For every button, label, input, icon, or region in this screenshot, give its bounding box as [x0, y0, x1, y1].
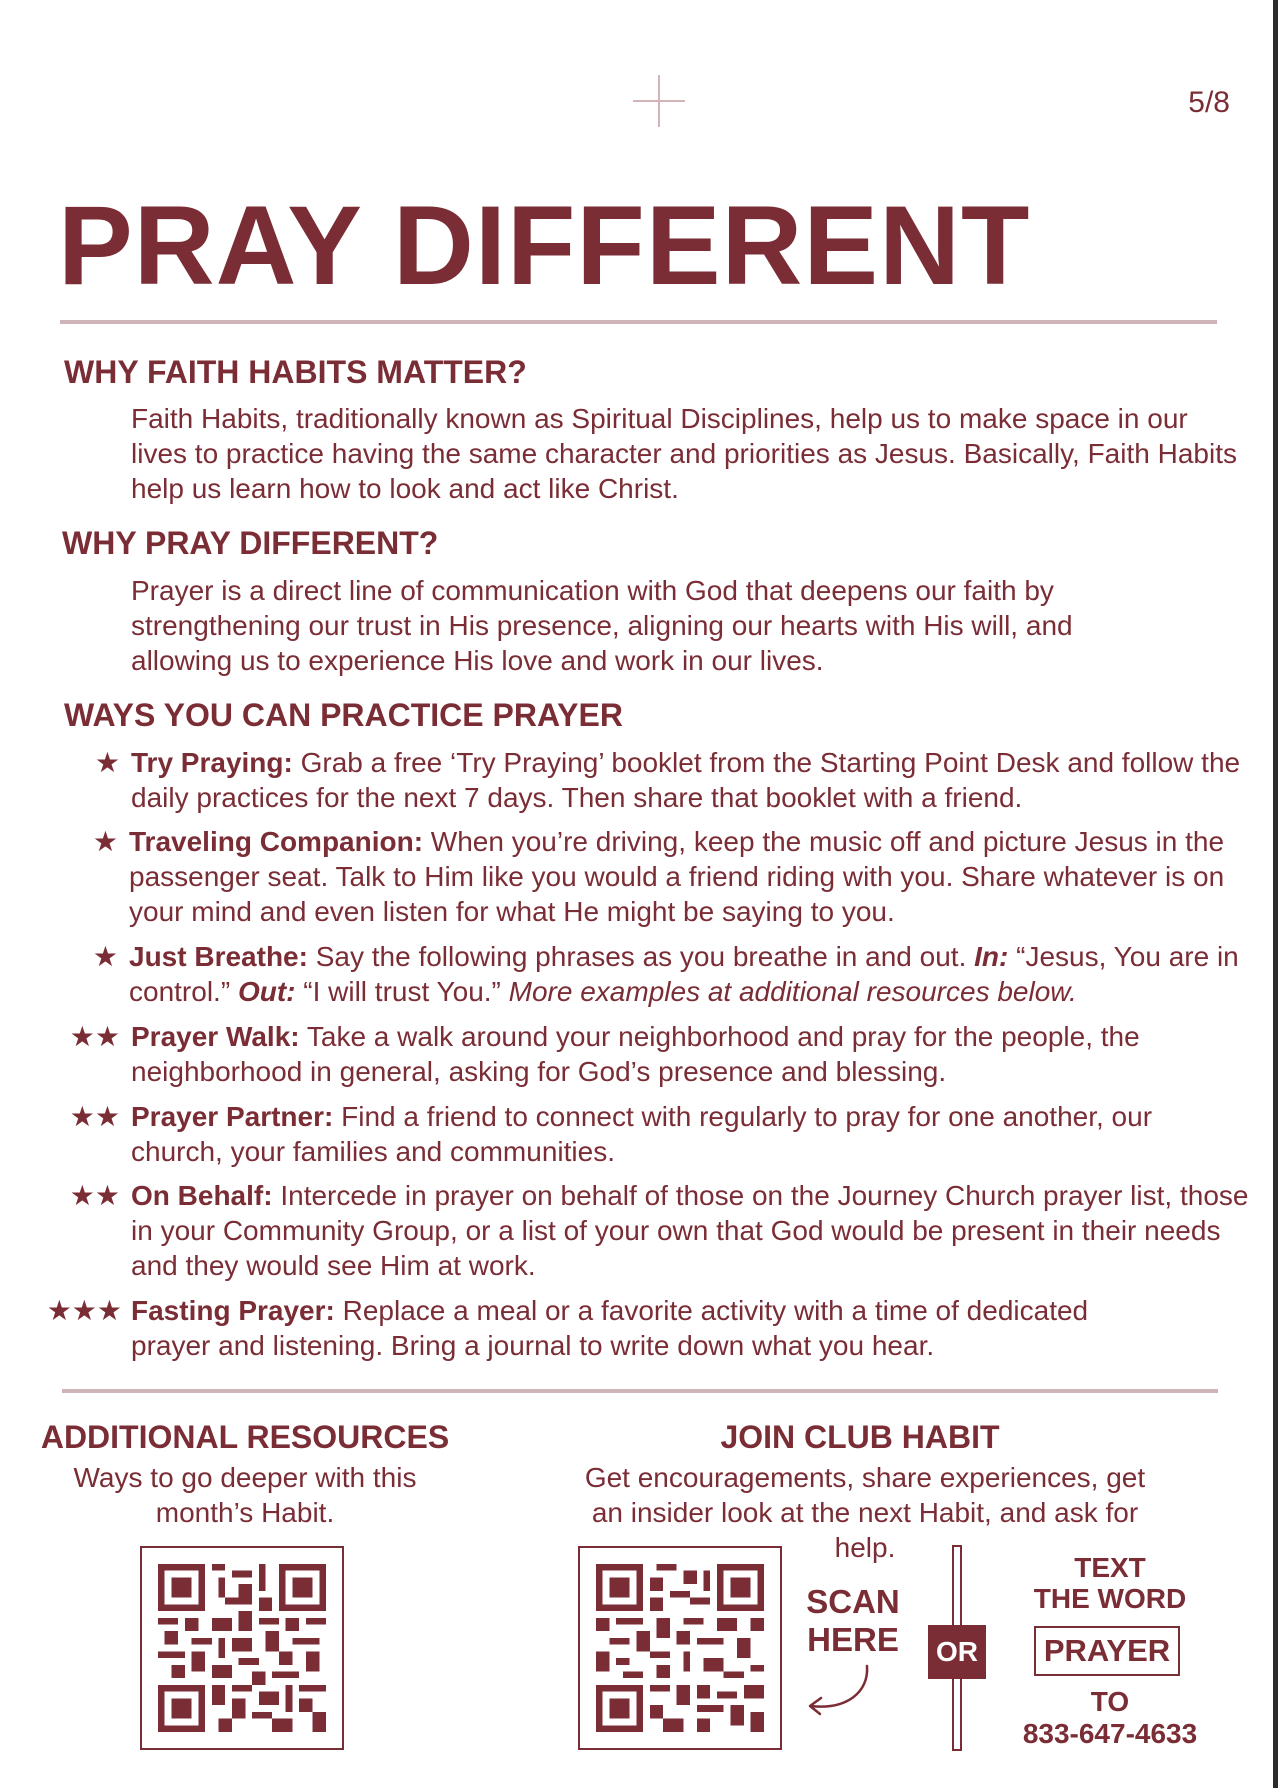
- keyword-box: PRAYER: [1034, 1626, 1180, 1676]
- additional-resources-heading: ADDITIONAL RESOURCES: [40, 1419, 450, 1455]
- item-label: Traveling Companion:: [129, 826, 424, 857]
- qr-code-resources[interactable]: [140, 1546, 344, 1750]
- the-word-label: THE WORD: [1033, 1583, 1187, 1614]
- star-icon: ★: [94, 747, 120, 778]
- ways-heading: WAYS YOU CAN PRACTICE PRAYER: [64, 697, 623, 733]
- or-badge: OR: [928, 1625, 986, 1679]
- curved-arrow-icon: [795, 1660, 875, 1720]
- star-icon: ★★: [69, 1180, 120, 1211]
- why-pray-heading: WHY PRAY DIFFERENT?: [62, 525, 439, 561]
- star-icon: ★★★: [46, 1295, 122, 1326]
- item-text: When you’re driving, keep the music off and picture Jesus in the passenger seat. Talk to Him like you would a friend riding with you. Share whatever is on your mind and even listen for what He might be saying to you.: [129, 826, 1225, 927]
- star-icon: ★★: [69, 1101, 120, 1132]
- star-icon: ★★: [69, 1021, 120, 1052]
- star-icon: ★: [92, 826, 118, 857]
- item-label: Try Praying:: [131, 747, 293, 778]
- text-instruction: [1010, 1552, 1210, 1614]
- club-habit-subtitle: Get encouragements, share experiences, get an insider look at the next Habit, and ask for help.: [584, 1462, 1146, 1563]
- scan-label: SCAN: [806, 1583, 900, 1620]
- out-label: Out:: [237, 976, 296, 1007]
- more-examples-text: More examples at additional resources below.: [508, 976, 1077, 1007]
- item-label: Prayer Partner:: [131, 1101, 334, 1132]
- scan-here-label: [798, 1583, 908, 1659]
- why-habits-text: Faith Habits, traditionally known as Spiritual Disciplines, help us to make space in our lives to practice having the same character and priorities as Jesus. Basically, Faith Habits help us learn how to look and act like Christ.: [131, 403, 1237, 504]
- why-pray-text: Prayer is a direct line of communication with God that deepens our faith by strengthening our trust in His presence, aligning our hearts with His will, and allowing us to experience His love and work in our lives.: [131, 575, 1073, 676]
- page-edge: [1273, 0, 1278, 1788]
- club-habit-heading: JOIN CLUB HABIT: [720, 1419, 1000, 1455]
- item-text: Grab a free ‘Try Praying’ booklet from the Starting Point Desk and follow the daily practices for the next 7 days. Then share that booklet with a friend.: [131, 747, 1241, 813]
- additional-resources-subtitle: Ways to go deeper with this month’s Habit.: [73, 1462, 417, 1528]
- item-text: Say the following phrases as you breathe in and out.: [307, 941, 975, 972]
- item-label: Just Breathe:: [129, 941, 308, 972]
- page-title: PRAY DIFFERENT: [58, 183, 1031, 308]
- here-label: HERE: [807, 1621, 899, 1658]
- item-text: Replace a meal or a favorite activity with a time of dedicated prayer and listening. Bring a journal to write down what you hear.: [131, 1295, 1089, 1361]
- item-text: Take a walk around your neighborhood and pray for the people, the neighborhood in general, asking for God’s presence and blessing.: [131, 1021, 1140, 1087]
- item-label: Fasting Prayer:: [131, 1295, 335, 1326]
- star-icon: ★: [92, 941, 118, 972]
- item-label: Prayer Walk:: [131, 1021, 300, 1052]
- phone-instruction: [1000, 1686, 1220, 1750]
- out-text: “I will trust You.”: [295, 976, 509, 1007]
- in-label: In:: [974, 941, 1009, 972]
- item-label: On Behalf:: [131, 1180, 273, 1211]
- qr-icon: [596, 1564, 764, 1732]
- why-habits-heading: WHY FAITH HABITS MATTER?: [64, 354, 527, 390]
- qr-icon: [158, 1564, 326, 1732]
- qr-code-club-habit[interactable]: [578, 1546, 782, 1750]
- page-number: 5/8: [1188, 86, 1230, 119]
- to-label: TO: [1090, 1686, 1130, 1717]
- phone-number[interactable]: 833-647-4633: [1022, 1718, 1198, 1749]
- item-text: Intercede in prayer on behalf of those on the Journey Church prayer list, those in your Community Group, or a list of your own that God would be present in their needs and they would see Him at work.: [131, 1180, 1249, 1281]
- text-label: TEXT: [1074, 1552, 1146, 1583]
- item-text: Find a friend to connect with regularly to pray for one another, our church, your families and communities.: [131, 1101, 1153, 1167]
- in-text: “Jesus, You are in control.”: [129, 941, 1239, 1007]
- title-divider: [60, 320, 1217, 324]
- section-divider: [62, 1389, 1218, 1393]
